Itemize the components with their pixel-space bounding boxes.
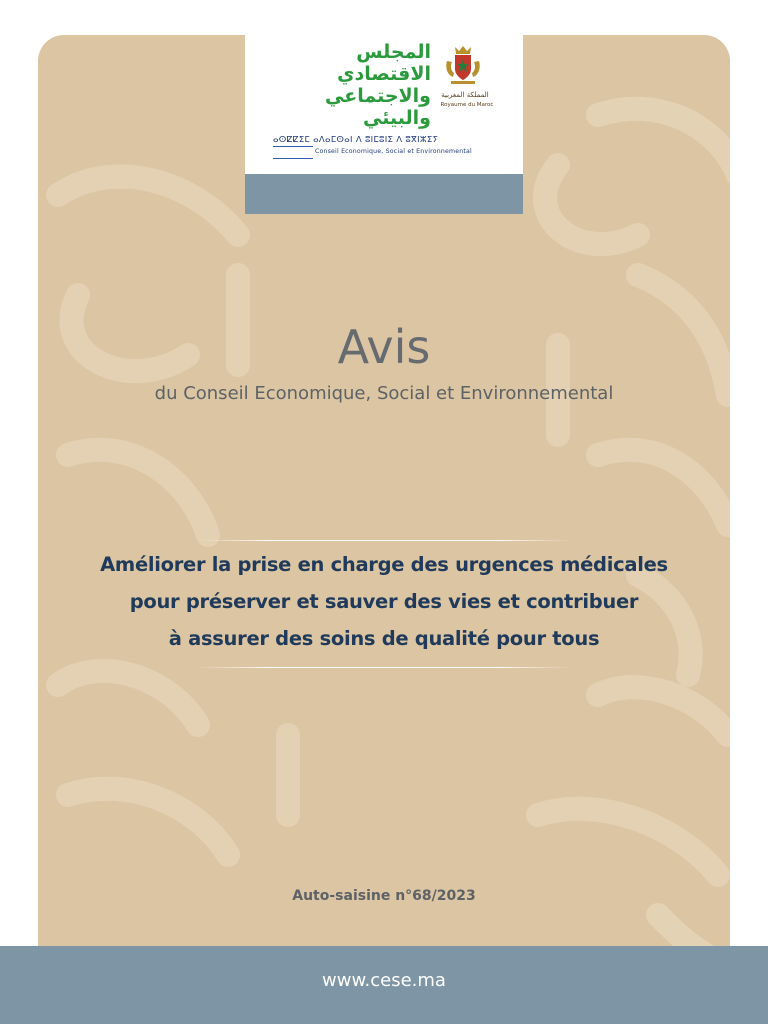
reference-number: Auto-saisine n°68/2023 bbox=[292, 888, 476, 904]
logo-arabic-line: الاقتصادي bbox=[337, 63, 431, 85]
coat-of-arms-icon bbox=[441, 43, 485, 87]
logo-arabic-line: والبيئي bbox=[363, 107, 431, 129]
bottom-divider bbox=[198, 667, 570, 668]
logo-arabic-line: والاجتماعي bbox=[325, 85, 431, 107]
cese-logo bbox=[245, 35, 523, 214]
report-headline bbox=[38, 546, 730, 657]
headline-line: Améliorer la prise en charge des urgences médicales bbox=[100, 553, 668, 576]
website-link[interactable]: www.cese.ma bbox=[322, 970, 446, 991]
page-title: Avis bbox=[337, 320, 431, 374]
cover-card bbox=[38, 35, 730, 975]
kingdom-label-french: Royaume du Maroc bbox=[440, 102, 494, 108]
logo-latin-name: Conseil Economique, Social et Environnemental bbox=[315, 148, 472, 155]
logo-band bbox=[245, 174, 523, 214]
headline-line: pour préserver et sauver des vies et contribuer bbox=[129, 590, 639, 613]
logo-tifinagh-name: ⴰⵙⵇⵇⵉⵎ ⴰⴷⴰⵎⵙⴰⵏ ⴷ ⵓⵏⵎⵓⵏⵉ ⴷ ⵓⴳⵏⵣⵉⵢ bbox=[273, 135, 439, 145]
headline-line: à assurer des soins de qualité pour tous bbox=[168, 627, 600, 650]
logo-arabic-name bbox=[271, 41, 431, 129]
kingdom-label-arabic: المملكة المغربية bbox=[441, 91, 489, 99]
page-subtitle: du Conseil Economique, Social et Environnemental bbox=[154, 383, 614, 404]
logo-divider bbox=[273, 146, 313, 147]
logo-divider bbox=[273, 158, 313, 159]
top-divider bbox=[198, 540, 570, 541]
logo-arabic-line: المجلس bbox=[356, 41, 431, 63]
footer-band bbox=[0, 946, 768, 1024]
